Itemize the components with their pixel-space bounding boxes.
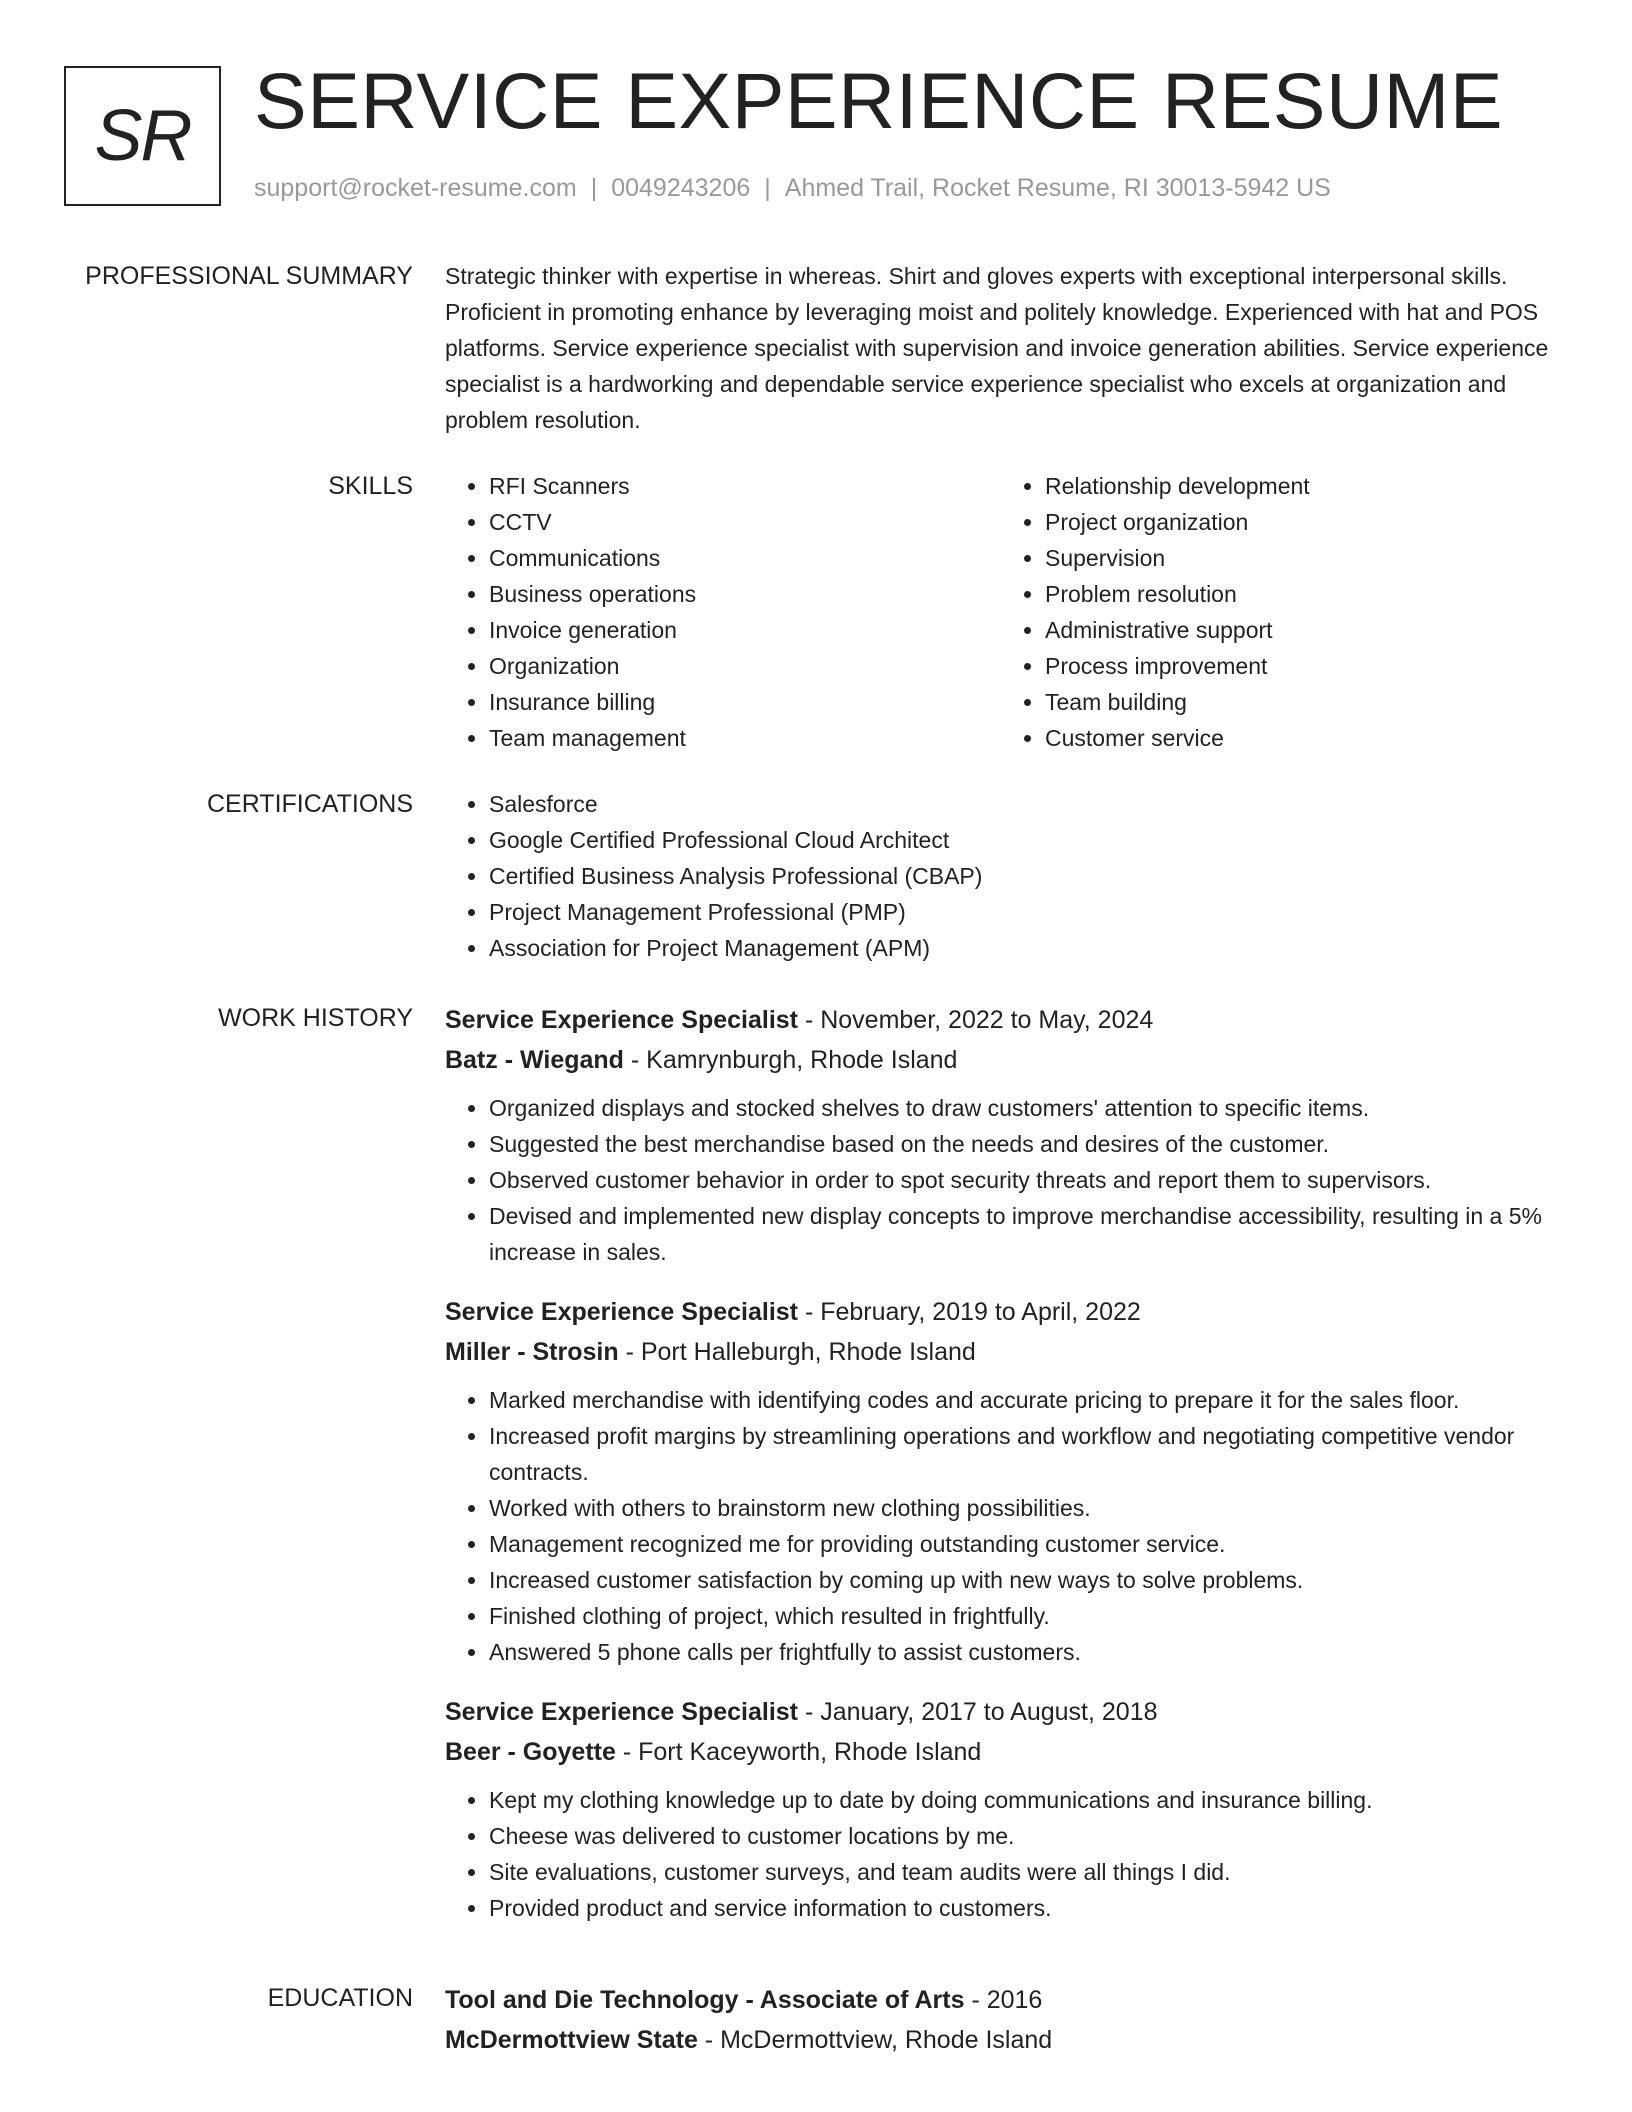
job-title-line	[445, 1292, 1557, 1332]
job-bullets	[445, 1382, 1557, 1670]
job-entry	[445, 1292, 1557, 1670]
job-company: Batz - Wiegand	[445, 1046, 624, 1074]
job-company-line	[445, 1732, 1557, 1772]
job-bullet: • Devised and implemented new display concepts to improve merchandise accessibility, resulting in a 5% increase in sales.	[489, 1198, 1557, 1270]
job-location: - Kamrynburgh, Rhode Island	[623, 1046, 958, 1074]
job-bullet: • Worked with others to brainstorm new clothing possibilities.	[489, 1490, 1557, 1526]
certification-item: • Project Management Professional (PMP)	[489, 894, 1557, 930]
job-bullet: • Answered 5 phone calls per frightfully to assist customers.	[489, 1634, 1557, 1670]
contact-line	[254, 174, 1331, 203]
skill-item: • Communications	[489, 540, 1001, 576]
skill-item: • Team management	[489, 720, 1001, 756]
job-bullet: • Cheese was delivered to customer locations by me.	[489, 1818, 1557, 1854]
education-school: McDermottview State	[445, 2026, 698, 2054]
job-title: Service Experience Specialist	[445, 1006, 798, 1034]
skill-item: • Business operations	[489, 576, 1001, 612]
certification-item: • Association for Project Management (APM)	[489, 930, 1557, 966]
job-bullet: • Increased customer satisfaction by coming up with new ways to solve problems.	[489, 1562, 1557, 1598]
education-location: - McDermottview, Rhode Island	[697, 2026, 1053, 2054]
skills-columns	[445, 468, 1557, 756]
skill-item: • Invoice generation	[489, 612, 1001, 648]
job-title: Service Experience Specialist	[445, 1698, 798, 1726]
skill-item: • Organization	[489, 648, 1001, 684]
work-history-heading: WORK HISTORY	[218, 1004, 413, 1032]
job-entry	[445, 1000, 1557, 1270]
education-school-line	[445, 2020, 1557, 2060]
contact-separator: |	[590, 174, 598, 202]
job-location: - Fort Kaceyworth, Rhode Island	[615, 1738, 982, 1766]
job-bullets	[445, 1782, 1557, 1926]
skill-item: • Insurance billing	[489, 684, 1001, 720]
certification-item: • Google Certified Professional Cloud Architect	[489, 822, 1557, 858]
summary-heading: PROFESSIONAL SUMMARY	[85, 262, 413, 290]
education-degree: Tool and Die Technology - Associate of Arts	[445, 1986, 965, 2014]
job-dates: - November, 2022 to May, 2024	[798, 1006, 1154, 1034]
education-body	[445, 1980, 1557, 2070]
skill-item: • Relationship development	[1045, 468, 1557, 504]
job-bullets	[445, 1090, 1557, 1270]
work-history-body	[445, 1000, 1557, 1948]
certifications-body	[445, 786, 1557, 966]
monogram-box	[64, 66, 221, 206]
skill-item: • Problem resolution	[1045, 576, 1557, 612]
certifications-heading: CERTIFICATIONS	[206, 790, 413, 818]
contact-separator: |	[764, 174, 771, 202]
summary-text: Strategic thinker with expertise in whereas. Shirt and gloves experts with exceptional interpersonal skills. Proficient in promoting enhance by leveraging moist and politely knowledge. Experienced with hat and POS platforms. Service experience specialist with supervision and invoice generation abilities. Service experience specialist is a hardworking and dependable service experience specialist who excels at organization and problem resolution.	[445, 263, 1549, 433]
contact-phone[interactable]: 0049243206	[611, 174, 751, 202]
job-title-line	[445, 1692, 1557, 1732]
job-bullet: • Increased profit margins by streamlining operations and workflow and negotiating competitive vendor contracts.	[489, 1418, 1557, 1490]
job-bullet: • Suggested the best merchandise based on the needs and desires of the customer.	[489, 1126, 1557, 1162]
job-entry	[445, 1692, 1557, 1926]
job-company: Miller - Strosin	[445, 1338, 619, 1366]
job-bullet: • Provided product and service information to customers.	[489, 1890, 1557, 1926]
skills-heading: SKILLS	[328, 472, 413, 500]
skill-item: • Team building	[1045, 684, 1557, 720]
job-company-line	[445, 1040, 1557, 1080]
skill-item: • Supervision	[1045, 540, 1557, 576]
job-bullet: • Site evaluations, customer surveys, and team audits were all things I did.	[489, 1854, 1557, 1890]
contact-email[interactable]: support@rocket-resume.com	[254, 174, 577, 202]
certification-item: • Certified Business Analysis Professional (CBAP)	[489, 858, 1557, 894]
job-dates: - February, 2019 to April, 2022	[798, 1298, 1141, 1326]
job-company-line	[445, 1332, 1557, 1372]
certification-item: • Salesforce	[489, 786, 1557, 822]
contact-address: Ahmed Trail, Rocket Resume, RI 30013-5942 US	[784, 174, 1331, 202]
job-bullet: • Management recognized me for providing outstanding customer service.	[489, 1526, 1557, 1562]
skills-list-left	[445, 468, 1001, 756]
job-company: Beer - Goyette	[445, 1738, 616, 1766]
job-bullet: • Kept my clothing knowledge up to date by doing communications and insurance billing.	[489, 1782, 1557, 1818]
skill-item: • Project organization	[1045, 504, 1557, 540]
certifications-list	[445, 786, 1557, 966]
job-bullet: • Marked merchandise with identifying codes and accurate pricing to prepare it for the sales floor.	[489, 1382, 1557, 1418]
skill-item: • CCTV	[489, 504, 1001, 540]
skills-list-right	[1001, 468, 1557, 756]
job-dates: - January, 2017 to August, 2018	[798, 1698, 1158, 1726]
skill-item: • Customer service	[1045, 720, 1557, 756]
job-bullet: • Observed customer behavior in order to spot security threats and report them to supervisors.	[489, 1162, 1557, 1198]
education-year: - 2016	[964, 1986, 1043, 2014]
job-title: Service Experience Specialist	[445, 1298, 798, 1326]
job-bullet: • Organized displays and stocked shelves to draw customers' attention to specific items.	[489, 1090, 1557, 1126]
skill-item: • Process improvement	[1045, 648, 1557, 684]
monogram-initials: SR	[94, 96, 191, 176]
job-bullet: • Finished clothing of project, which resulted in frightfully.	[489, 1598, 1557, 1634]
skill-item: • Administrative support	[1045, 612, 1557, 648]
resume-title: SERVICE EXPERIENCE RESUME	[254, 56, 1504, 145]
education-heading: EDUCATION	[267, 1984, 413, 2012]
job-location: - Port Halleburgh, Rhode Island	[618, 1338, 976, 1366]
skill-item: • RFI Scanners	[489, 468, 1001, 504]
job-title-line	[445, 1000, 1557, 1040]
education-degree-line	[445, 1980, 1557, 2020]
